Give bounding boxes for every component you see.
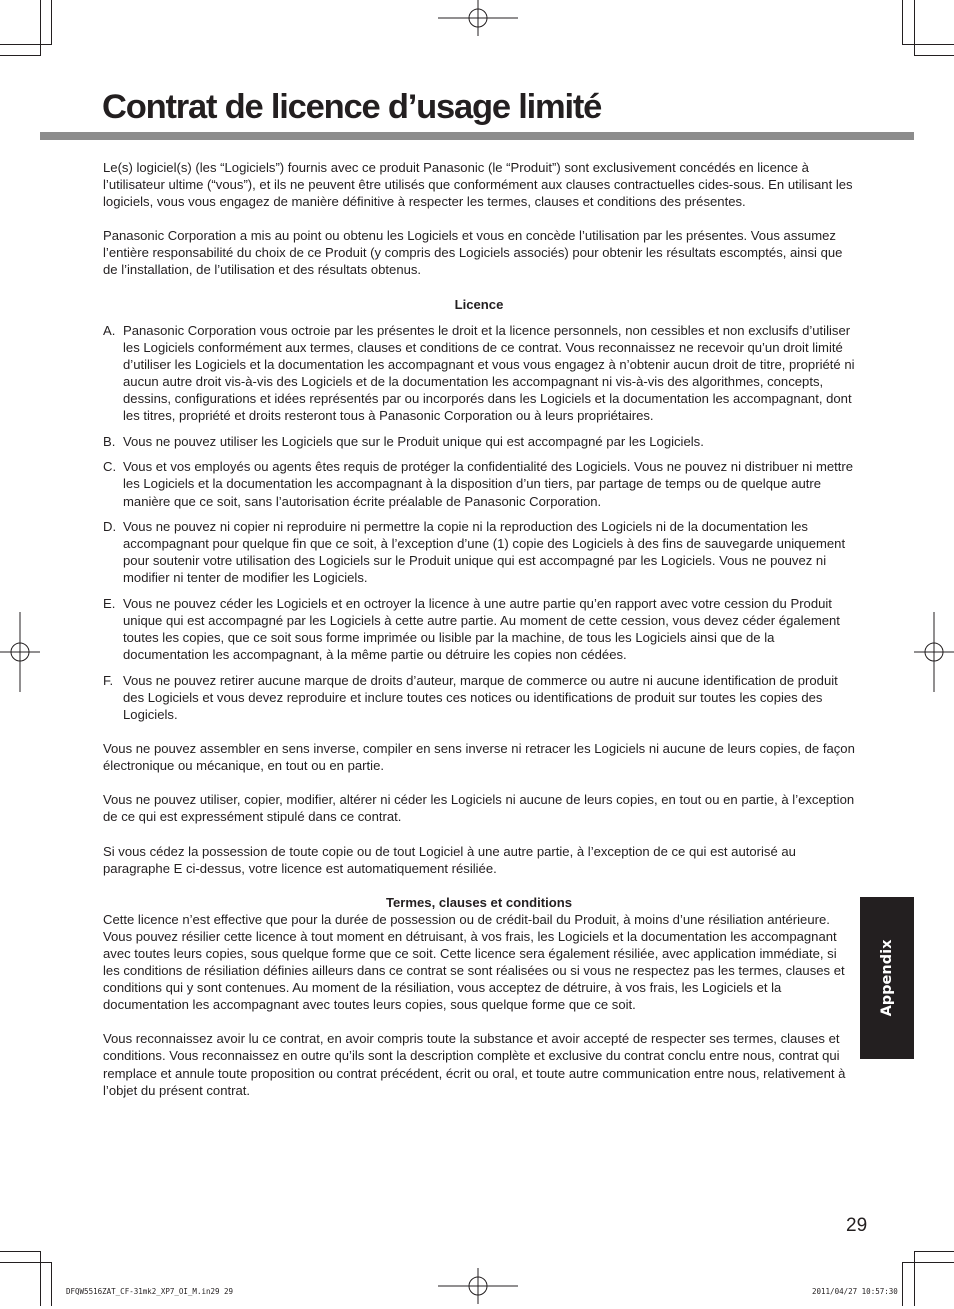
clause-text: Vous ne pouvez céder les Logiciels et en octroyer la licence à une autre partie qu’en rapport avec votre cession du Produit unique qui est accompagné par les Logiciels à cette autre partie. Au moment de cette cession, vous devez céder également toutes les copies, que ce soit sous forme imprimée ou lisible par la machine, de tous les Logiciels ainsi que de la documentation les accompagnant, à la même partie ou détruire les copies non cédées. <box>123 595 840 663</box>
registration-mark-left <box>0 612 40 697</box>
crop-mark <box>0 55 41 56</box>
restriction-paragraph: Si vous cédez la possession de toute copie ou de tout Logiciel à une autre partie, à l’exception de ce qui est autorisé au paragraphe E ci-dessus, votre licence est automatiquement résiliée. <box>103 843 796 876</box>
clause-text: Vous ne pouvez retirer aucune marque de droits d’auteur, marque de commerce ou autre ni aucune identification de produit des Logiciels et vous devez reproduire et inclure toutes ces notices ou identifications de produit sur toutes les copies des Logiciels. <box>123 672 838 723</box>
crop-mark <box>40 0 41 55</box>
crop-mark <box>0 1262 52 1263</box>
crop-mark <box>914 1251 915 1306</box>
restriction-paragraph: Vous ne pouvez assembler en sens inverse, compiler en sens inverse ni retracer les Logiciels ni aucune de leurs copies, de façon électronique ou mécanique, en tout ou en partie. <box>103 741 855 774</box>
section-heading-licence: Licence <box>454 296 504 312</box>
footer-file-info: DFQW5516ZAT_CF-31mk2_XP7_OI_M.in29 29 <box>66 1287 234 1296</box>
section-heading-terms: Termes, clauses et conditions <box>385 894 573 910</box>
side-tab-label: Appendix <box>879 939 895 1017</box>
clause-letter: B. <box>103 433 116 449</box>
intro-paragraph: Panasonic Corporation a mis au point ou obtenu les Logiciels et vous en concède l’utilisation par les présentes. Vous assumez l’entière responsabilité du choix de ce Produit (y compris des Logiciels associés) pour obtenir les résultats escomptés, ainsi que de l’installation, de l’utilisation et des résultats obtenus. <box>103 228 843 278</box>
registration-mark-bottom <box>438 1268 518 1309</box>
clause-text: Vous et vos employés ou agents êtes requis de protéger la confidentialité des Logiciels. Vous ne pouvez ni distribuer ni mettre les Logiciels et la documentation les accompagnant à la disposition d’un tiers, par partage de temps ou de quelque autre manière que ce soit, sans l’autorisation écrite préalable de Panasonic Corporation. <box>123 459 854 509</box>
crop-mark <box>902 1262 903 1306</box>
clause-text: Vous ne pouvez utiliser les Logiciels que sur le Produit unique qui est accompagné par les Logiciels. <box>123 433 704 449</box>
clause-item <box>103 595 855 663</box>
terms-paragraph: Cette licence n’est effective que pour la durée de possession ou de crédit-bail du Produit, à moins d’une résiliation antérieure. Vous pouvez résilier cette licence à tout moment en détruisant, à vos frais, les Logiciels et la documentation les accompagnant avec toutes leurs copies, sous quelque forme que ce soit. Cette licence sera également résiliée, avec application immédiate, si les conditions de résiliation définies ailleurs dans ce contrat se sont réalisées ou si vous ne respectez pas les termes, clauses et conditions qui y sont contenues. Au moment de la résiliation, vous acceptez de détruire, à vos frais, les Logiciels et la documentation les accompagnant avec toutes leurs copies, sous quelque forme que ce soit. <box>103 911 845 1013</box>
document-body <box>103 159 855 1116</box>
crop-mark <box>902 0 903 45</box>
registration-mark-top <box>438 0 518 41</box>
registration-mark-right <box>914 612 954 697</box>
clause-item <box>103 433 855 450</box>
restriction-paragraph: Vous ne pouvez utiliser, copier, modifier, altérer ni céder les Logiciels ni aucune de leurs copies, en tout ou en partie, à l’exception de ce qui est expressément stipulé dans ce contrat. <box>103 792 855 825</box>
clause-item <box>103 518 855 586</box>
clause-letter: E. <box>103 595 116 611</box>
clause-letter: A. <box>103 322 116 338</box>
page-title: Contrat de licence d’usage limité <box>102 88 602 126</box>
crop-mark <box>914 0 915 55</box>
crop-mark <box>0 44 52 45</box>
crop-mark <box>51 1262 52 1306</box>
terms-paragraph: Vous reconnaissez avoir lu ce contrat, en avoir compris toute la substance et avoir accepté de respecter ses termes, clauses et conditions. Vous reconnaissez en outre qu’ils sont la description complète et exclusive du contrat conclu entre nous, contrat qui remplace et annule toute proposition ou contrat précédent, écrit ou oral, et toute autre communication entre nous, relativement à l’objet du présent contrat. <box>103 1031 846 1098</box>
licence-clauses <box>103 322 855 723</box>
appendix-side-tab <box>860 897 914 1059</box>
crop-mark <box>51 0 52 45</box>
clause-letter: D. <box>103 519 117 535</box>
crop-mark <box>40 1251 41 1306</box>
clause-letter: C. <box>103 459 117 475</box>
crop-mark <box>0 1251 40 1252</box>
crop-mark <box>902 44 954 45</box>
crop-mark <box>914 1251 954 1252</box>
clause-letter: F. <box>103 672 114 688</box>
clause-text: Vous ne pouvez ni copier ni reproduire ni permettre la copie ni la reproduction des Logiciels ni de la documentation les accompagnant pour quelque fin que ce soit, à l’exception d’une (1) copie des Logiciels à des fins de sauvegarde uniquement pour soutenir votre utilisation des Logiciels sur le Produit unique qui est accompagné par les Logiciels. Vous ne pouvez ni modifier ni tenter de modifier les Logiciels. <box>123 519 846 586</box>
footer-timestamp: 2011/04/27 10:57:30 <box>812 1287 898 1296</box>
page-number: 29 <box>846 1215 868 1236</box>
crop-mark <box>902 1262 954 1263</box>
clause-item <box>103 458 855 509</box>
intro-paragraph: Le(s) logiciel(s) (les “Logiciels”) fournis avec ce produit Panasonic (le “Produit”) sont exclusivement concédés en licence à l’utilisateur ultime (“vous”), et ils ne peuvent être utilisés que conformément aux clauses contractuelles cides-sous. En utilisant les logiciels, vous vous engagez de manière définitive à respecter les termes, clauses et conditions des présentes. <box>103 160 853 210</box>
crop-mark <box>914 55 954 56</box>
clause-text: Panasonic Corporation vous octroie par les présentes le droit et la licence personnels, non cessibles et non exclusifs d’utiliser les Logiciels conformément aux termes, clauses et conditions de ce contrat. Vous reconnaissez ne recevoir qu’un droit limité d’utiliser les Logiciels et la documentation les accompagnant et vous vous engagez à n’obtenir aucun droit de titre, propriété ni aucun autre droit vis-à-vis des Logiciels et de la documentation les accompagnant ni vis-à-vis des algorithmes, concepts, dessins, configurations et idées représentés par ou incorporés dans les Logiciels et la documentation les accompagnant, dont les titres, propriété et droits resteront tous à Panasonic Corporation ou à leurs propriétaires. <box>123 322 855 424</box>
clause-item <box>103 672 855 723</box>
title-rule <box>40 132 914 140</box>
clause-item <box>103 322 855 425</box>
